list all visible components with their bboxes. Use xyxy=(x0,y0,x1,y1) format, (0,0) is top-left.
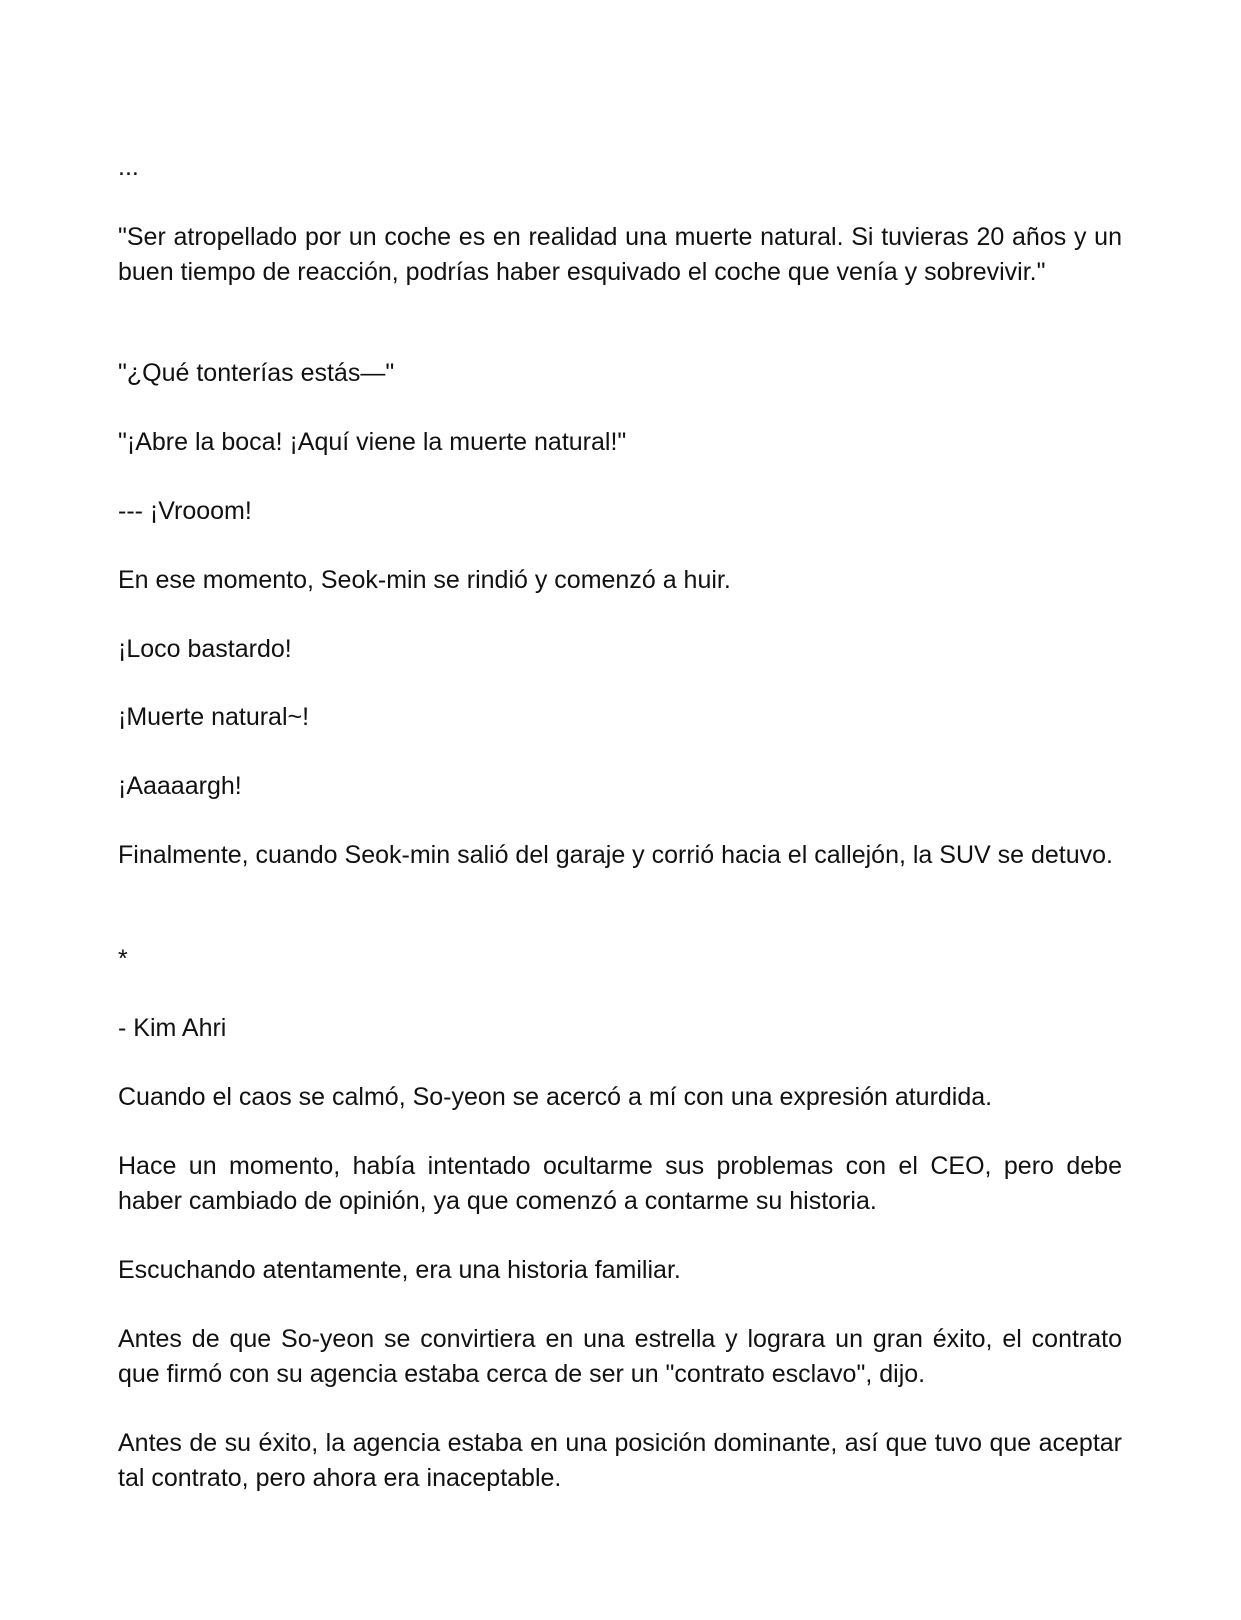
section-heading-kim-ahri: - Kim Ahri xyxy=(118,1014,227,1042)
paragraph-familiar-story: Escuchando atentamente, era una historia familiar. xyxy=(118,1256,681,1284)
paragraph-crazy-bastard: ¡Loco bastardo! xyxy=(118,635,292,663)
paragraph-natural-death-quote: "Ser atropellado por un coche es en realidad una muerte natural. Si tuvieras 20 años y un buen tiempo de reacción, podrías haber esquivado el coche que venía y sobrevivir." xyxy=(118,223,1122,286)
paragraph-slave-contract: Antes de que So-yeon se convirtiera en una estrella y lograra un gran éxito, el contrato que firmó con su agencia estaba cerca de ser un "contrato esclavo", dijo. xyxy=(118,1325,1122,1388)
ellipsis-paragraph: ... xyxy=(118,153,139,181)
paragraph-seokmin-flees: En ese momento, Seok-min se rindió y comenzó a huir. xyxy=(118,566,731,594)
paragraph-aaaaargh: ¡Aaaaargh! xyxy=(118,772,242,800)
paragraph-open-mouth: "¡Abre la boca! ¡Aquí viene la muerte natural!" xyxy=(118,428,627,456)
paragraph-ceo-problems: Hace un momento, había intentado ocultarme sus problemas con el CEO, pero debe haber cambiado de opinión, ya que comenzó a contarme su historia. xyxy=(118,1152,1122,1215)
paragraph-muerte-natural: ¡Muerte natural~! xyxy=(118,703,310,731)
paragraph-vrooom: --- ¡Vrooom! xyxy=(118,497,252,525)
paragraph-unacceptable: Antes de su éxito, la agencia estaba en una posición dominante, así que tuvo que aceptar tal contrato, pero ahora era inaceptable. xyxy=(118,1429,1122,1492)
paragraph-nonsense-question: "¿Qué tonterías estás—" xyxy=(118,359,395,387)
paragraph-chaos-calmed: Cuando el caos se calmó, So-yeon se acercó a mí con una expresión aturdida. xyxy=(118,1083,993,1111)
paragraph-suv-stopped: Finalmente, cuando Seok-min salió del garaje y corrió hacia el callejón, la SUV se detuvo. xyxy=(118,841,1113,869)
scene-break-asterisk: * xyxy=(118,945,128,973)
